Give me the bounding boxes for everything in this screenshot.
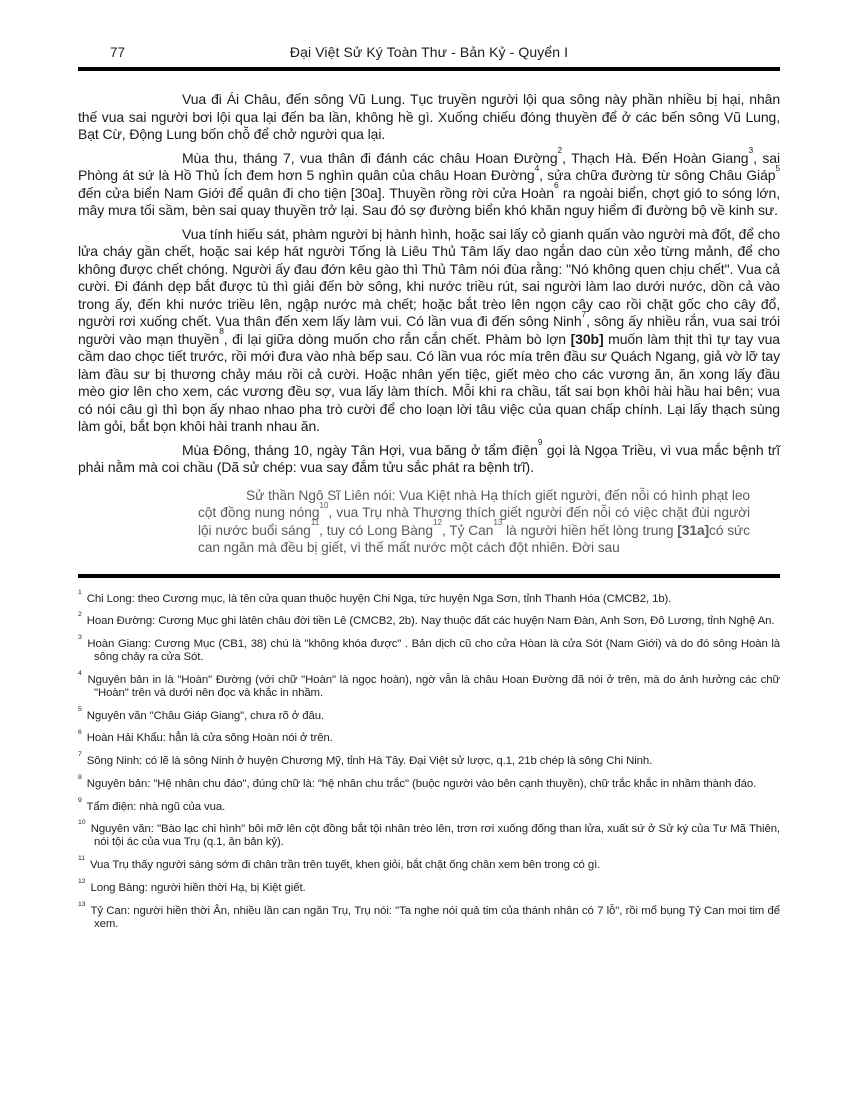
footnote: $^6$ Hoàn Hải Khẩu: hẳn là cửa sông Hoàn nói ở trên.: [78, 728, 333, 745]
paragraph: Mùa Đông, tháng 10, ngày Tân Hợi, vua băng ở tẩm điện$^9$ gọi là Ngọa Triều, vì vua mắc bệnh trĩ phải nằm mà coi chầu (Dã sử chép: vua say đắm tửu sắc phát ra bệnh trĩ).: [78, 437, 780, 475]
footnote: $^{13}$ Tỷ Can: người hiền thời Ân, nhiều lần can ngăn Trụ, Trụ nói: "Ta nghe nói quả tim của thánh nhân có 7 lỗ", rồi mổ bụng Tỷ Can moi tim để xem.: [78, 900, 780, 930]
footnote-ref: 13: [493, 518, 503, 528]
footnote-number: 12: [78, 877, 86, 885]
footnote-number: 10: [78, 819, 86, 827]
footnote-ref: 12: [432, 518, 442, 528]
footnote-ref: 11: [310, 518, 320, 528]
footnote: $^7$ Sông Ninh: có lẽ là sông Ninh ở huyện Chương Mỹ, tỉnh Hà Tây. Đại Việt sử lược, q.1, 21b chép là sông Chi Ninh.: [78, 751, 653, 768]
footnote-number: 6: [78, 728, 82, 736]
footnote-ref: 2: [557, 145, 563, 156]
footnote-number: 2: [78, 611, 82, 619]
footnote-number: 8: [78, 773, 82, 781]
footnote: $^{11}$ Vua Trụ thấy người sáng sớm đi chân trần trên tuyết, khen giỏi, bắt chặt ống chân xem bên trong có gì.: [78, 855, 601, 872]
historian-comment: Sử thần Ngô Sĩ Liên nói: Vua Kiệt nhà Hạ thích giết người, đến nỗi có hình phạt leo cột đồng nung nóng$^{10}$, vua Trụ nhà Thương thích giết người đến nỗi có việc chặt đùi người lội nước buổi sáng$^{11}$, tuy có Long Bàng$^{12}$, Tỷ Can$^{13}$ là người hiền hết lòng trung [31a]có sức can ngăn mà đều bị giết, vì thế mất nước một cách đột nhiên. Đời sau: [198, 487, 751, 555]
footnote-number: 1: [78, 588, 82, 596]
footnote: $^5$ Nguyên văn "Châu Giáp Giang", chưa rõ ở đâu.: [78, 705, 325, 722]
footnote-ref: 6: [553, 180, 559, 191]
footnote-ref: 5: [775, 162, 780, 173]
footnote-number: 4: [78, 669, 82, 677]
footnote-ref: 3: [748, 145, 754, 156]
footnote: $^8$ Nguyên bản: "Hệ nhân chu đáo", đúng chữ là: "hệ nhân chu trắc" (buộc người vào bên cạnh thuyền), chữ trắc khắc in nhầm thành đáo.: [78, 773, 757, 790]
footnote: $^{12}$ Long Bàng: người hiền thời Hạ, bị Kiệt giết.: [78, 877, 306, 894]
footnote-number: 3: [78, 634, 82, 642]
page-number: 77: [110, 45, 126, 60]
footnote-number: 11: [78, 855, 85, 863]
footnote-ref: 8: [219, 326, 224, 337]
paragraph: Mùa thu, tháng 7, vua thân đi đánh các châu Hoan Đường$^2$, Thạch Hà. Đến Hoàn Giang$^3$, sai Phòng át sứ là Hồ Thủ Ích đem hơn 5 nghìn quân của châu Hoan Đường$^4$, sửa chữa đường từ sông Châu Giáp$^5$ đến cửa biển Nam Giới để quân đi cho tiện [30a]. Thuyền rồng rời cửa Hoàn$^6$ ra ngoài biển, chợt gió to sóng lớn, mây mưa tối sầm, bèn sai quay thuyền trở lại. Sau đó sợ đường biển khó khăn nguy hiểm đi đường bộ về kinh sư.: [78, 145, 780, 218]
footnote-number: 7: [78, 751, 82, 759]
footnote-number: 9: [78, 796, 82, 804]
footnote-ref: 10: [319, 500, 329, 510]
footnote: $^4$ Nguyên bản in là "Hoàn" Đường (với chữ "Hoàn" là ngọc hoàn), ngờ vẫn là châu Hoan Đường đã nói ở trên, mà do ảnh hưởng các chữ "Hoàn" trên và dưới nên đọc và khắc in nhầm.: [78, 669, 780, 700]
footnote-number: 13: [78, 900, 86, 908]
footnote: $^2$ Hoan Đường: Cương Mục ghi làtên châu đời tiền Lê (CMCB2, 2b). Nay thuộc đất các huyện Nam Đàn, Anh Sơn, Đô Lương, tỉnh Nghệ An.: [78, 611, 775, 628]
footnote: $^{10}$ Nguyên văn: "Bào lạc chi hình" bôi mỡ lên cột đồng bắt tội nhân trèo lên, trơn rơi xuống đống than lửa, xuất sứ ở Sử ký của Tư Mã Thiên, nói tội ác của vua Trụ (q.1, ân bản kỷ).: [78, 819, 780, 849]
footnotes-section: [78, 588, 780, 931]
footnote-ref: 7: [581, 308, 587, 319]
page-title: Đại Việt Sử Ký Toàn Thư - Bản Kỷ - Quyển I: [289, 44, 569, 60]
page-header: [78, 44, 780, 62]
footnote-ref: 9: [537, 437, 543, 448]
folio-marker: [31a]: [677, 522, 710, 538]
footnote-ref: 4: [534, 162, 540, 173]
footnote: $^9$ Tẩm điện: nhà ngũ của vua.: [78, 796, 226, 813]
footnote: $^1$ Chi Long: theo Cương mục, là tên cửa quan thuộc huyện Chi Nga, tức huyện Nga Sơn, tỉnh Thanh Hóa (CMCB2, 1b).: [78, 588, 672, 605]
footnote-separator: [78, 574, 780, 578]
footnote: $^3$ Hoàn Giang: Cương Mục (CB1, 38) chú là "không khóa được" . Bản dịch cũ cho cửa Hòan là cửa Sót (Nam Giới) và do đó sông Hoàn là sông chảy ra cửa Sót.: [78, 634, 780, 664]
body-text: [78, 91, 780, 557]
folio-marker: [30b]: [570, 330, 604, 347]
paragraph: Vua tính hiếu sát, phàm người bị hành hình, hoặc sai lấy cỏ gianh quấn vào người mà đốt, để cho lửa cháy gần chết, hoặc sai kép hát người Tống là Liêu Thủ Tâm lấy dao ngắn dao cùn xẻo từng mảnh, để cho không được chết chóng. Người ấy đau đớn kêu gào thì Thủ Tâm nói đùa rằng: "Nó không quen chịu chết". Vua cả cười. Đi đánh dẹp bắt được tù thì giải đến bờ sông, khi nước triều rút, sai người làm lao dưới nước, dồn cả vào trong ấy, đến khi nước triều lên, ngập nước mà chết; hoặc bắt trèo lên ngọn cây cao rồi chặt gốc cho cây đổ, người rơi xuống chết. Vua thân đến xem lấy làm vui. Có lần vua đi đến sông Ninh$^7$, sông ấy nhiều rắn, vua sai trói người vào mạn thuyền$^8$, đi lại giữa dòng muốn cho rắn cắn chết. Phàm bò lợn [30b] muốn làm thịt thì tự tay vua cầm dao chọc tiết trước, rồi mới đưa vào nhà bếp sau. Có lần vua róc mía trên đầu sư Quách Ngang, giả vờ lỡ tay làm đầu sư bị thương chảy máu rồi cả cười. Hoặc nhân yến tiệc, giết mèo cho các vương ăn, ăn xong lấy đầu mèo giơ lên cho xem, các vương đều sợ, vua lấy làm thích. Mỗi khi ra chầu, tất sai bọn khôi hài hầu hai bên; vua có nói câu gì thì bọn ấy nhao nhao pha trò cười để cho loạn lời tâu việc của quan chấp chính. Lại lấy thạch sùng làm gỏi, bắt bọn khôi hài tranh nhau ăn.: [78, 225, 780, 434]
header-rule: [78, 67, 780, 71]
paragraph: Vua đi Ái Châu, đến sông Vũ Lung. Tục truyền người lội qua sông này phần nhiều bị hại, nhân thế vua sai người bơi lội qua lại đến ba lần, không hề gì. Xuống chiếu đóng thuyền để ở các bến sông Vũ Lung, Bạt Cừ, Động Lung bốn chỗ để chở người qua lại.: [78, 91, 780, 142]
footnote-number: 5: [78, 705, 82, 713]
